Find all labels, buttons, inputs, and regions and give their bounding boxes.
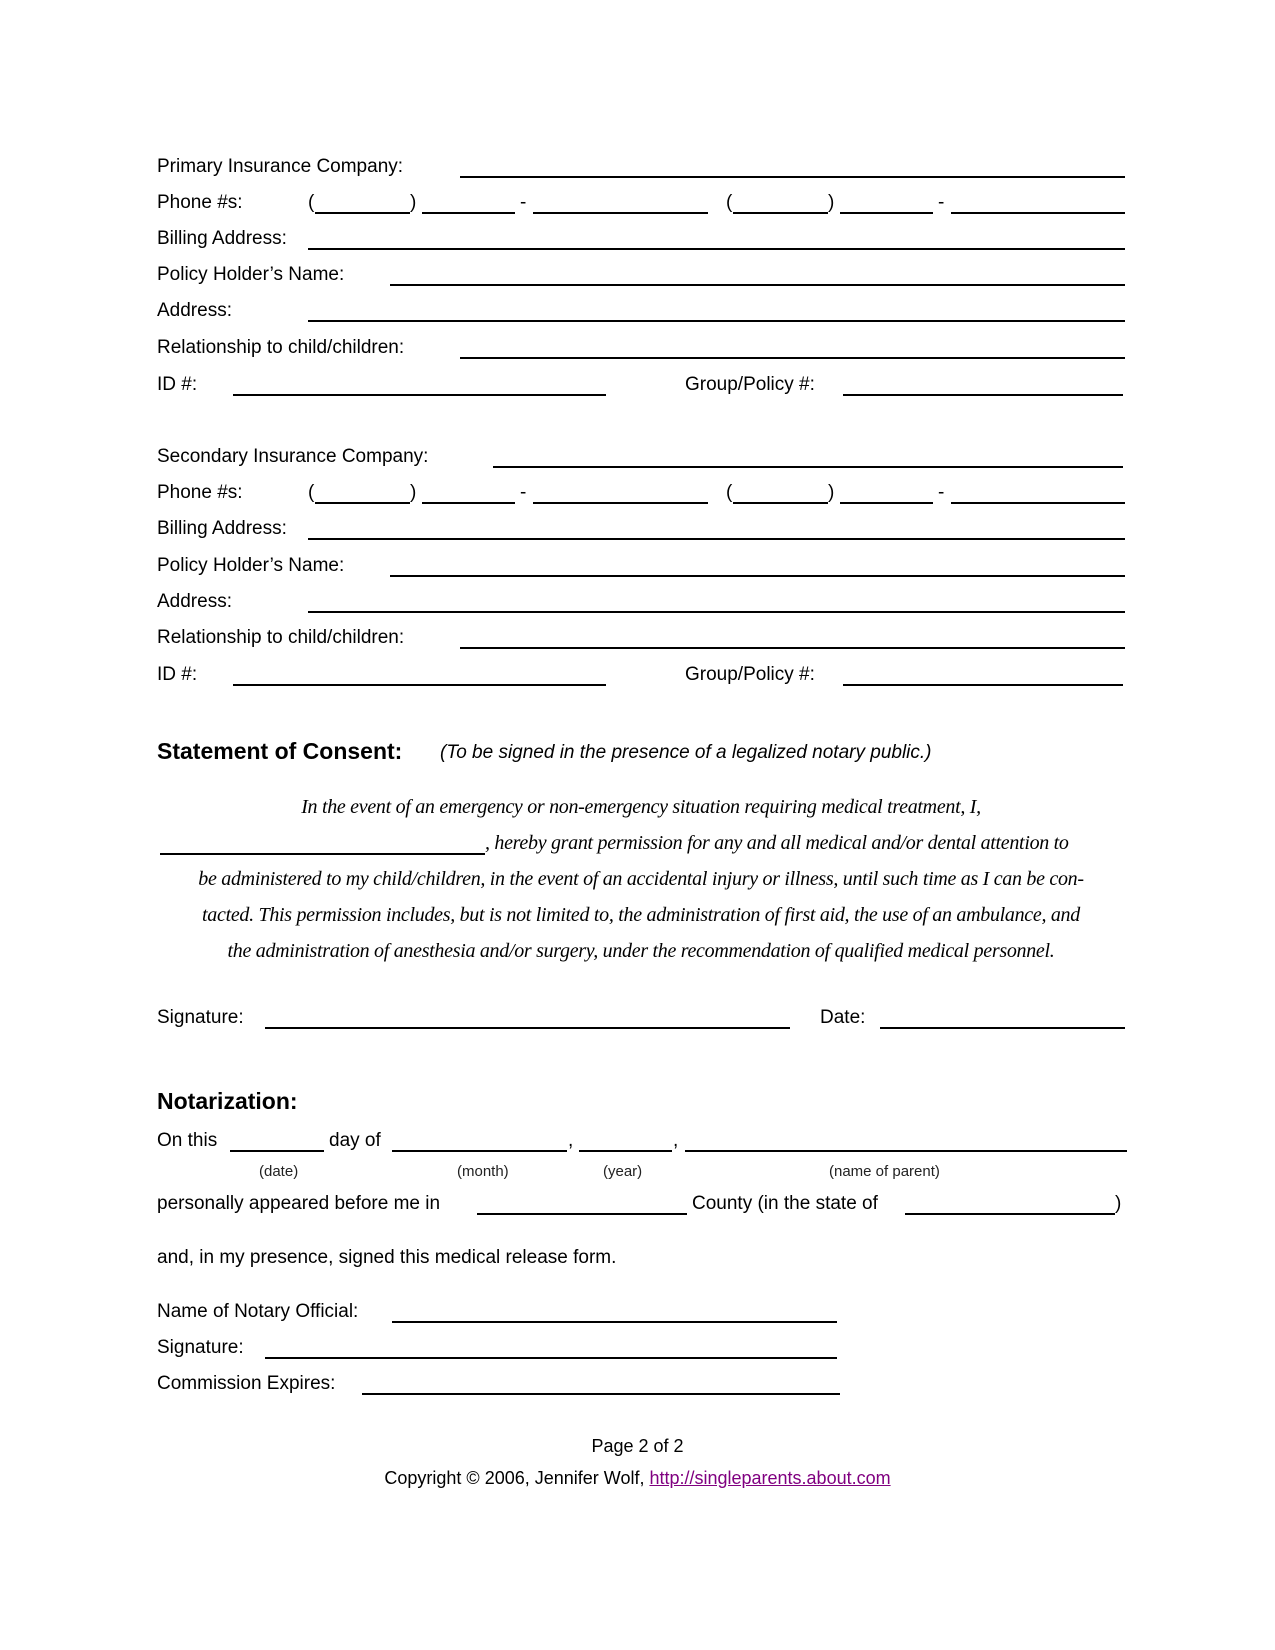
consent-note: (To be signed in the presence of a legalized notary public.) <box>440 742 932 763</box>
primary-phone1-line-field[interactable] <box>533 192 708 214</box>
primary-phone-label: Phone #s: <box>157 192 243 213</box>
notary-month-field[interactable] <box>392 1130 567 1152</box>
secondary-billing-field[interactable] <box>308 518 1125 540</box>
secondary-address-label: Address: <box>157 591 232 612</box>
primary-billing-field[interactable] <box>308 228 1125 250</box>
secondary-company-label: Secondary Insurance Company: <box>157 446 429 467</box>
website-link[interactable]: http://singleparents.about.com <box>649 1468 891 1488</box>
primary-id-label: ID #: <box>157 374 198 395</box>
copyright-line <box>0 1468 1275 1489</box>
secondary-relationship-field[interactable] <box>460 627 1125 649</box>
notary-official-label: Name of Notary Official: <box>157 1301 359 1322</box>
comma: , <box>568 1130 574 1151</box>
paren-open: ( <box>308 192 315 213</box>
primary-address-label: Address: <box>157 300 232 321</box>
primary-phone2-area-field[interactable] <box>733 192 828 214</box>
notary-signature-field[interactable] <box>265 1337 837 1359</box>
primary-id-field[interactable] <box>233 374 606 396</box>
consent-parent-name-field[interactable] <box>160 833 485 855</box>
notary-signature-label: Signature: <box>157 1337 244 1358</box>
secondary-holder-field[interactable] <box>390 555 1125 577</box>
secondary-company-field[interactable] <box>493 446 1123 468</box>
commission-expires-field[interactable] <box>362 1373 840 1395</box>
secondary-billing-label: Billing Address: <box>157 518 287 539</box>
primary-phone1-area-field[interactable] <box>315 192 410 214</box>
day-of-text: day of <box>329 1130 381 1151</box>
secondary-group-field[interactable] <box>843 664 1123 686</box>
copyright-text: Copyright © 2006, Jennifer Wolf, <box>384 1468 650 1488</box>
secondary-phone2-line-field[interactable] <box>951 482 1125 504</box>
consent-line-5: the administration of anesthesia and/or surgery, under the recommendation of qualified medical personnel. <box>227 940 1055 962</box>
dash: - <box>938 482 945 503</box>
notary-parent-name-field[interactable] <box>685 1130 1127 1152</box>
secondary-id-field[interactable] <box>233 664 606 686</box>
primary-company-field[interactable] <box>460 156 1125 178</box>
paren-close: ) <box>410 192 417 213</box>
consent-date-label: Date: <box>820 1007 866 1028</box>
secondary-address-field[interactable] <box>308 591 1125 613</box>
secondary-id-label: ID #: <box>157 664 198 685</box>
consent-line-2: , hereby grant permission for any and all medical and/or dental attention to <box>485 832 1069 854</box>
sub-label-month: (month) <box>457 1163 509 1180</box>
primary-phone2-line-field[interactable] <box>951 192 1125 214</box>
dash: - <box>520 192 527 213</box>
comma: , <box>673 1130 679 1151</box>
consent-line-1: In the event of an emergency or non-emergency situation requiring medical treatment, I, <box>301 796 981 818</box>
paren-close: ) <box>828 482 835 503</box>
consent-heading: Statement of Consent: <box>157 738 403 764</box>
paren-open: ( <box>726 192 733 213</box>
primary-address-field[interactable] <box>308 300 1125 322</box>
primary-billing-label: Billing Address: <box>157 228 287 249</box>
primary-holder-field[interactable] <box>390 264 1125 286</box>
sub-label-date: (date) <box>259 1163 299 1180</box>
dash: - <box>938 192 945 213</box>
primary-relationship-label: Relationship to child/children: <box>157 337 405 358</box>
consent-signature-field[interactable] <box>265 1007 790 1029</box>
paren-open: ( <box>308 482 315 503</box>
secondary-phone1-area-field[interactable] <box>315 482 410 504</box>
dash: - <box>520 482 527 503</box>
secondary-phone2-area-field[interactable] <box>733 482 828 504</box>
commission-expires-label: Commission Expires: <box>157 1373 336 1394</box>
notary-county-field[interactable] <box>477 1193 687 1215</box>
secondary-holder-label: Policy Holder’s Name: <box>157 555 345 576</box>
notary-official-field[interactable] <box>392 1301 837 1323</box>
primary-group-label: Group/Policy #: <box>685 374 815 395</box>
county-text: County (in the state of <box>692 1193 878 1214</box>
signed-text: and, in my presence, signed this medical release form. <box>157 1247 617 1268</box>
secondary-phone2-prefix-field[interactable] <box>840 482 933 504</box>
sub-label-parent: (name of parent) <box>829 1163 940 1180</box>
paren-close: ) <box>410 482 417 503</box>
primary-holder-label: Policy Holder’s Name: <box>157 264 345 285</box>
consent-line-4: tacted. This permission includes, but is not limited to, the administration of first aid, the use of an ambulance, and <box>202 904 1080 926</box>
secondary-relationship-label: Relationship to child/children: <box>157 627 405 648</box>
sub-label-year: (year) <box>603 1163 643 1180</box>
consent-signature-label: Signature: <box>157 1007 244 1028</box>
notary-year-field[interactable] <box>579 1130 672 1152</box>
appeared-text: personally appeared before me in <box>157 1193 441 1214</box>
secondary-phone-label: Phone #s: <box>157 482 243 503</box>
paren-close: ) <box>828 192 835 213</box>
paren-close: ) <box>1115 1193 1122 1214</box>
consent-date-field[interactable] <box>880 1007 1125 1029</box>
paren-open: ( <box>726 482 733 503</box>
primary-company-label: Primary Insurance Company: <box>157 156 404 177</box>
primary-phone1-prefix-field[interactable] <box>422 192 515 214</box>
notarization-heading: Notarization: <box>157 1088 298 1114</box>
consent-line-3: be administered to my child/children, in the event of an accidental injury or illness, until such time as I can be con- <box>198 868 1084 890</box>
notary-date-field[interactable] <box>230 1130 324 1152</box>
secondary-phone1-prefix-field[interactable] <box>422 482 515 504</box>
on-this-text: On this <box>157 1130 218 1151</box>
primary-phone2-prefix-field[interactable] <box>840 192 933 214</box>
primary-relationship-field[interactable] <box>460 337 1125 359</box>
secondary-phone1-line-field[interactable] <box>533 482 708 504</box>
page-number: Page 2 of 2 <box>591 1436 684 1456</box>
secondary-group-label: Group/Policy #: <box>685 664 815 685</box>
notary-state-field[interactable] <box>905 1193 1115 1215</box>
primary-group-field[interactable] <box>843 374 1123 396</box>
